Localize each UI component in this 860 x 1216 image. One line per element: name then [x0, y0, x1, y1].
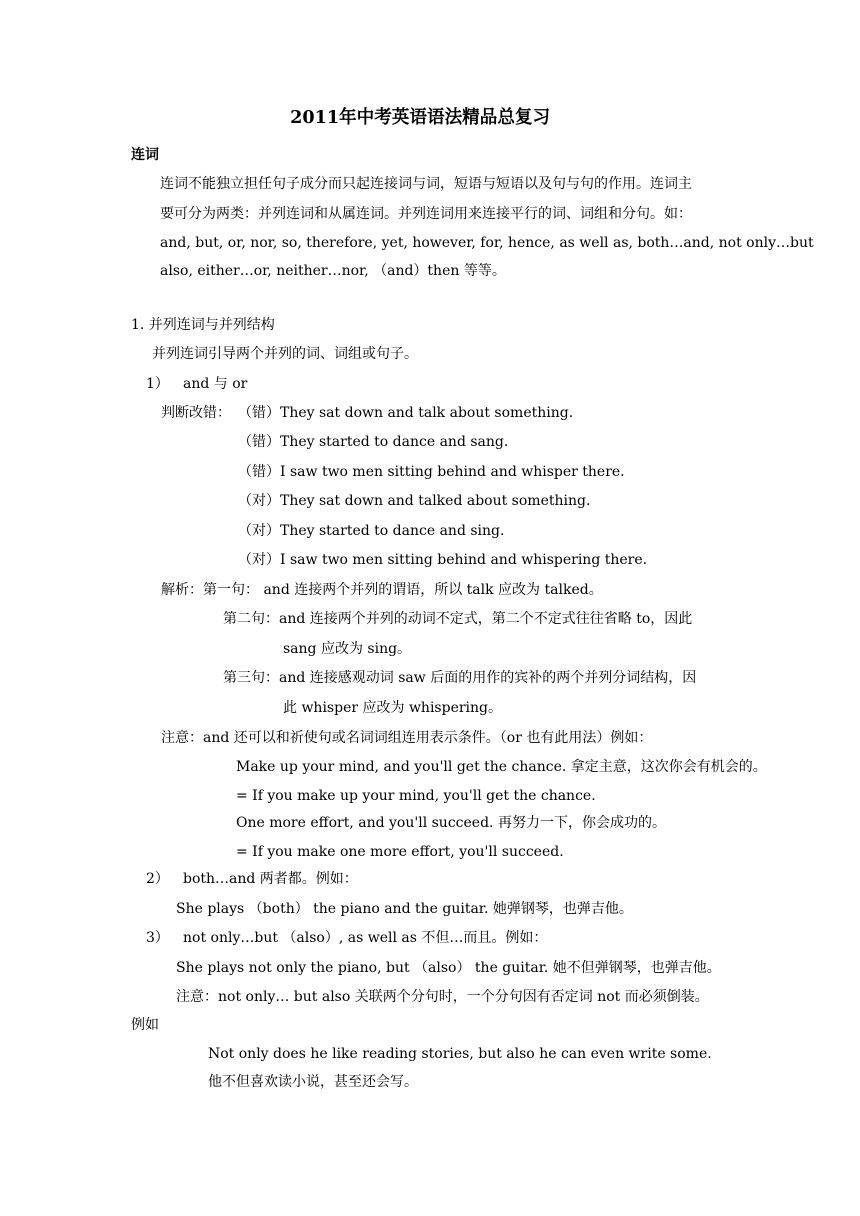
- example-sentence: （对）I saw two men sitting behind and whispering there.: [238, 552, 648, 568]
- example-line: = If you make up your mind, you'll get the chance.: [236, 788, 596, 804]
- example-sentence: （对）They sat down and talked about something.: [238, 493, 591, 509]
- example-line: = If you make one more effort, you'll succeed.: [236, 844, 564, 860]
- analysis-line: sang 应改为 sing。: [283, 641, 412, 657]
- example-line: She plays （both） the piano and the guitar. 她弹钢琴，也弹吉他。: [176, 901, 633, 917]
- note-line: 注意：not only… but also 关联两个分句时，一个分句因有否定词 not 而必须倒装。: [176, 989, 709, 1005]
- example-translation: 他不但喜欢读小说，甚至还会写。: [208, 1074, 418, 1090]
- example-line: Not only does he like reading stories, but also he can even write some.: [208, 1046, 712, 1062]
- example-sentence: （错）I saw two men sitting behind and whisper there.: [238, 464, 625, 480]
- intro-line: 要可分为两类：并列连词和从属连词。并列连词用来连接平行的词、词组和分句。如：: [160, 206, 692, 222]
- document-title: 2011年中考英语语法精品总复习: [290, 107, 551, 128]
- item-number: 2）: [146, 871, 169, 887]
- intro-line: 连词不能独立担任句子成分而只起连接词与词，短语与短语以及句与句的作用。连词主: [160, 176, 692, 192]
- example-line: Make up your mind, and you'll get the chance. 拿定主意，这次你会有机会的。: [236, 759, 767, 775]
- item-title: both…and 两者都。例如：: [183, 871, 358, 887]
- intro-line: also, either…or, neither…nor, （and）then 等等。: [160, 263, 506, 279]
- item-number: 1）: [146, 376, 169, 392]
- analysis-line: 此 whisper 应改为 whispering。: [283, 700, 503, 716]
- analysis-line: 解析：第一句： and 连接两个并列的谓语，所以 talk 应改为 talked。: [161, 582, 603, 598]
- subsection-description: 并列连词引导两个并列的词、词组或句子。: [152, 346, 418, 362]
- analysis-line: 第三句：and 连接感观动词 saw 后面的用作的宾补的两个并列分词结构，因: [223, 670, 697, 686]
- subsection-heading: 1. 并列连词与并列结构: [131, 317, 275, 333]
- item-title: and 与 or: [183, 376, 248, 392]
- judge-label: 判断改错：: [161, 405, 231, 421]
- example-sentence: （错）They sat down and talk about something.: [238, 405, 574, 421]
- example-line: She plays not only the piano, but （also） the guitar. 她不但弹钢琴，也弹吉他。: [176, 960, 721, 976]
- section-heading: 连词: [131, 147, 159, 163]
- example-sentence: （对）They started to dance and sing.: [238, 523, 505, 539]
- intro-line: and, but, or, nor, so, therefore, yet, however, for, hence, as well as, both…and, not only…but: [160, 235, 814, 251]
- item-number: 3）: [146, 930, 169, 946]
- note-continuation: 例如: [131, 1017, 159, 1033]
- example-sentence: （错）They started to dance and sang.: [238, 434, 509, 450]
- item-title: not only…but （also）, as well as 不但…而且。例如：: [183, 930, 548, 946]
- analysis-line: 第二句：and 连接两个并列的动词不定式，第二个不定式往往省略 to，因此: [223, 611, 693, 627]
- example-line: One more effort, and you'll succeed. 再努力一下，你会成功的。: [236, 815, 666, 831]
- note-line: 注意：and 还可以和祈使句或名词词组连用表示条件。（or 也有此用法）例如：: [161, 730, 653, 746]
